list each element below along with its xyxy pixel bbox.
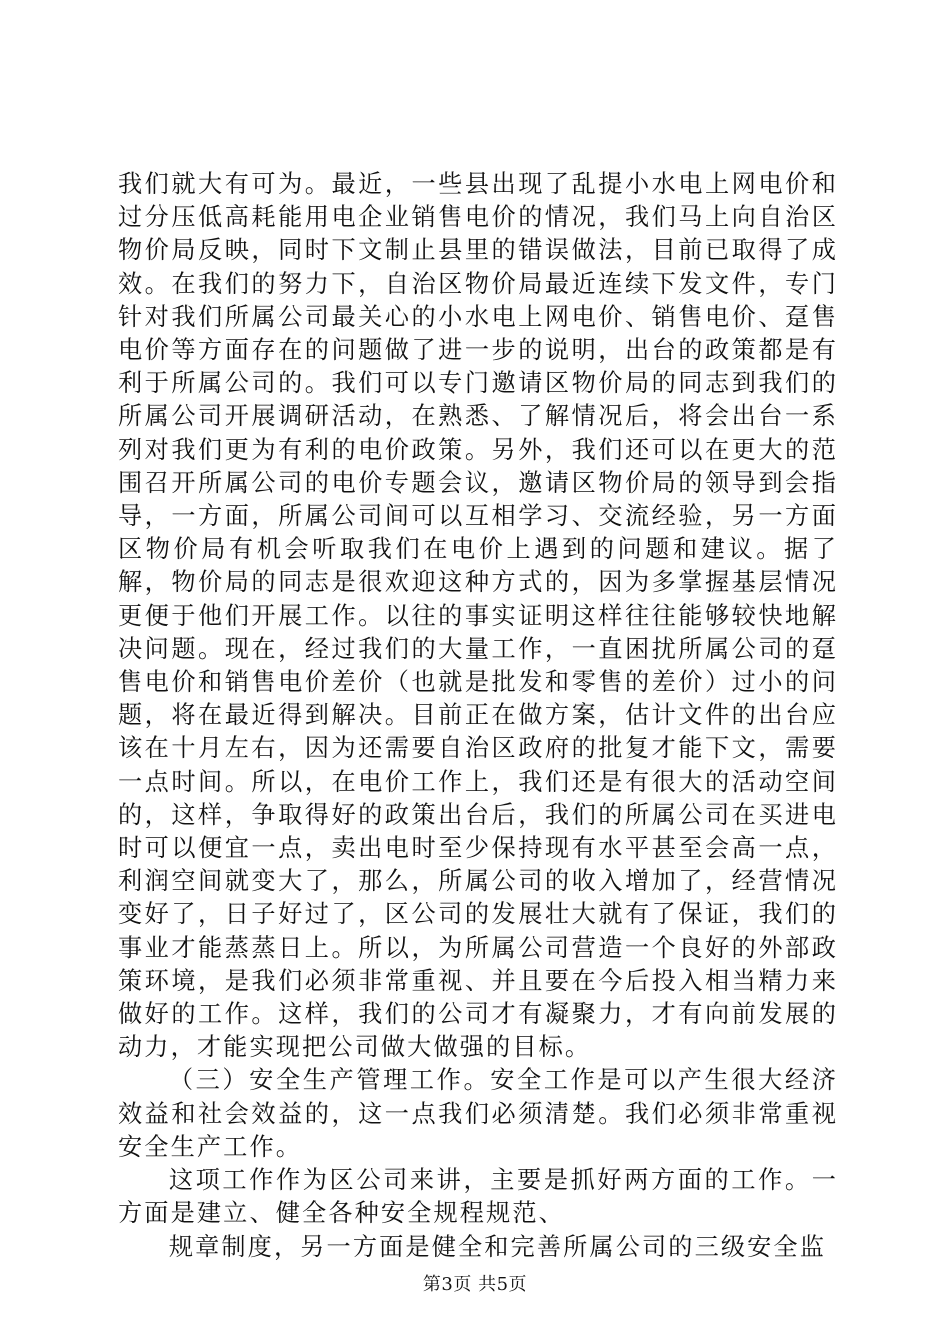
paragraph-safety-section: （三）安全生产管理工作。安全工作是可以产生很大经济效益和社会效益的，这一点我们必须清楚。我们必须非常重视安全生产工作。 [118,1066,838,1161]
paragraph-continuation: 我们就大有可为。最近，一些县出现了乱提小水电上网电价和过分压低高耗能用电企业销售电价的情况，我们马上向自治区物价局反映，同时下文制止县里的错误做法，目前已取得了成效。在我们的努力下，自治区物价局最近连续下发文件，专门针对我们所属公司最关心的小水电上网电价、销售电价、趸售电价等方面存在的问题做了进一步的说明，出台的政策都是有利于所属公司的。我们可以专门邀请区物价局的同志到我们的所属公司开展调研活动，在熟悉、了解情况后，将会出台一系列对我们更为有利的电价政策。另外，我们还可以在更大的范围召开所属公司的电价专题会议，邀请区物价局的领导到会指导，一方面，所属公司间可以互相学习、交流经验，另一方面区物价局有机会听取我们在电价上遇到的问题和建议。据了解，物价局的同志是很欢迎这种方式的，因为多掌握基层情况更便于他们开展工作。以往的事实证明这样往往能够较快地解决问题。现在，经过我们的大量工作，一直困扰所属公司的趸售电价和销售电价差价（也就是批发和零售的差价）过小的问题，将在最近得到解决。目前正在做方案，估计文件的出台应该在十月左右，因为还需要自治区政府的批复才能下文，需要一点时间。所以，在电价工作上，我们还是有很大的活动空间的，这样，争取得好的政策出台后，我们的所属公司在买进电时可以便宜一点，卖出电时至少保持现有水平甚至会高一点，利润空间就变大了，那么，所属公司的收入增加了，经营情况变好了，日子好过了，区公司的发展壮大就有了保证，我们的事业才能蒸蒸日上。所以，为所属公司营造一个良好的外部政策环境，是我们必须非常重视、并且要在今后投入相当精力来做好的工作。这样，我们的公司才有凝聚力，才有向前发展的动力，才能实现把公司做大做强的目标。 [118,170,838,1062]
document-body [118,168,838,1264]
page-number-footer: 第3页 共5页 [422,1274,528,1295]
paragraph-two-aspects: 这项工作作为区公司来讲，主要是抓好两方面的工作。一方面是建立、健全各种安全规程规范、 [118,1166,838,1228]
paragraph-regulations: 规章制度，另一方面是健全和完善所属公司的三级安全监 [168,1232,827,1261]
